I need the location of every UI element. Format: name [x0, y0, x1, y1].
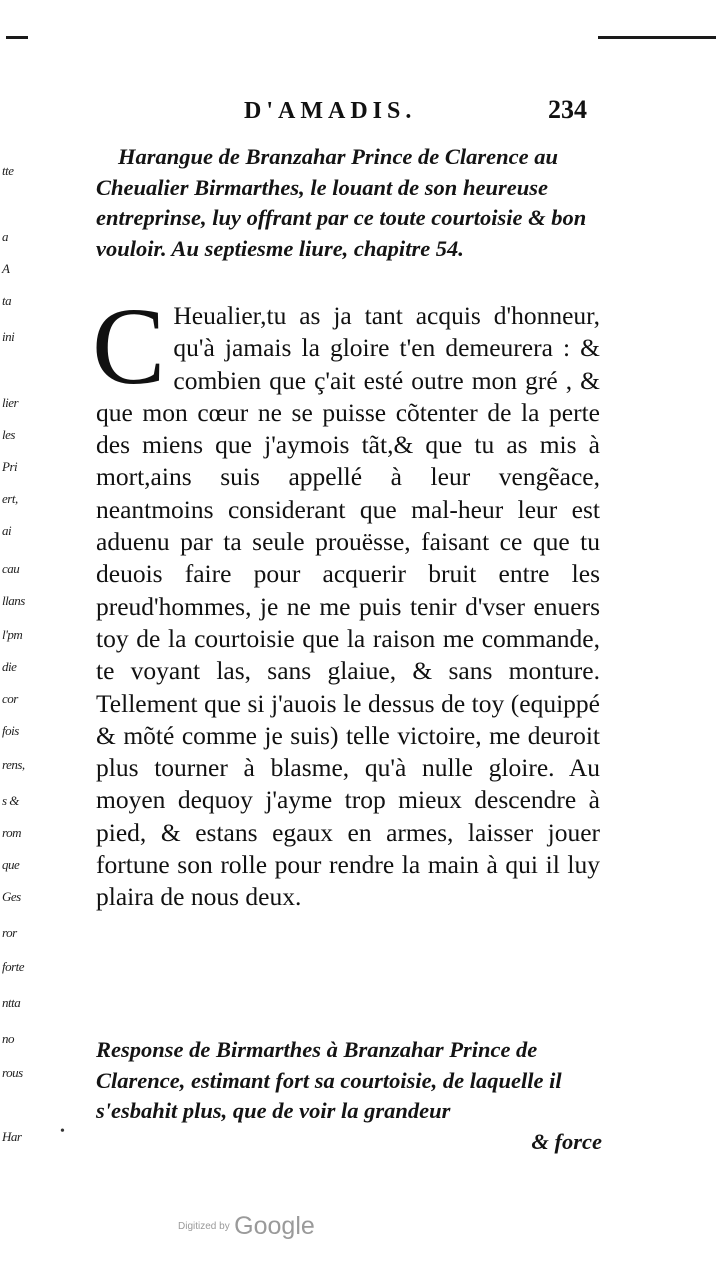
margin-fragment: fois: [2, 723, 19, 738]
chapter-rubric: Harangue de Branzahar Prince de Clarence au Cheualier Birmarthes, le louant de son heureuse entreprinse, luy offrant par ce toute courtoisie & bon vouloir. Au septiesme liure, chapitre 54.: [96, 144, 587, 261]
margin-fragment: die: [2, 659, 17, 674]
margin-fragment: ta: [2, 293, 12, 308]
margin-fragment: ert,: [2, 491, 18, 506]
margin-fragment: cau: [2, 561, 20, 576]
margin-fragment: s &: [2, 793, 19, 808]
margin-fragment: ai: [2, 523, 12, 538]
margin-fragment: rous: [2, 1065, 23, 1080]
top-rule-left: [6, 36, 28, 39]
response-rubric-catchword: & force: [531, 1128, 602, 1154]
margin-mark: •: [60, 1124, 65, 1139]
response-rubric-text: Response de Birmarthes à Branzahar Prince de Clarence, estimant fort sa courtoisie, de laquelle il s'esbahit plus, que de voir la grandeur: [96, 1037, 562, 1123]
margin-fragment: A: [2, 261, 10, 276]
drop-cap: C: [92, 285, 166, 407]
margin-fragment: lier: [2, 395, 19, 410]
margin-fragment: tte: [2, 163, 14, 178]
page-number: 234: [548, 95, 587, 124]
margin-fragment: no: [2, 1031, 14, 1046]
top-rule-right: [598, 36, 716, 39]
speech-body: [92, 285, 600, 914]
response-rubric: [96, 1035, 602, 1157]
margin-fragment: llans: [2, 593, 25, 608]
margin-fragment: Pri: [2, 459, 18, 474]
margin-fragment: Ges: [2, 889, 21, 904]
digitization-watermark: [178, 1212, 315, 1241]
margin-fragment: rom: [2, 825, 21, 840]
speech-text: Heualier,tu as ja tant acquis d'honneur, qu'à jamais la gloire t'en demeurera : & combien que ç'ait esté outre mon gré , & que mon cœur ne se puisse cõtenter de la perte des miens que j'aymois tãt,& que tu as mis à mort,ains suis appellé à leur vengẽace, neantmoins considerant que mal-heur leur est aduenu par ta seule prouësse, faisant ce que tu deuois faire pour acquerir bruit entre les preud'hommes, je ne me puis tenir d'vser enuers toy de la courtoisie que la raison me commande, te voyant las, sans glaiue, & sans monture. Tellement que si j'auois le dessus de toy (equippé & mõté comme je suis) telle victoire, me deuroit plus tourner à blasme, qu'à nulle gloire. Au moyen dequoy j'ayme trop mieux descendre à pied, & estans egaux en armes, laisser jouer fortune son rolle pour rendre la main à qui il luy plaira de nous deux.: [96, 301, 600, 912]
margin-fragment: rens,: [2, 757, 25, 772]
running-header: D'AMADIS.: [244, 98, 417, 124]
margin-fragment: forte: [2, 959, 25, 974]
digitized-by-text: Digitized by: [178, 1221, 230, 1232]
margin-fragment: l'pm: [2, 627, 23, 642]
margin-fragment: ntta: [2, 995, 21, 1010]
margin-fragment: les: [2, 427, 15, 442]
margin-fragment: ror: [2, 925, 17, 940]
margin-fragment: a: [2, 229, 8, 244]
margin-fragment: cor: [2, 691, 18, 706]
margin-fragment: que: [2, 857, 20, 872]
google-logo: Google: [234, 1212, 315, 1240]
margin-fragment: ini: [2, 329, 15, 344]
margin-fragment: Har: [2, 1129, 22, 1144]
